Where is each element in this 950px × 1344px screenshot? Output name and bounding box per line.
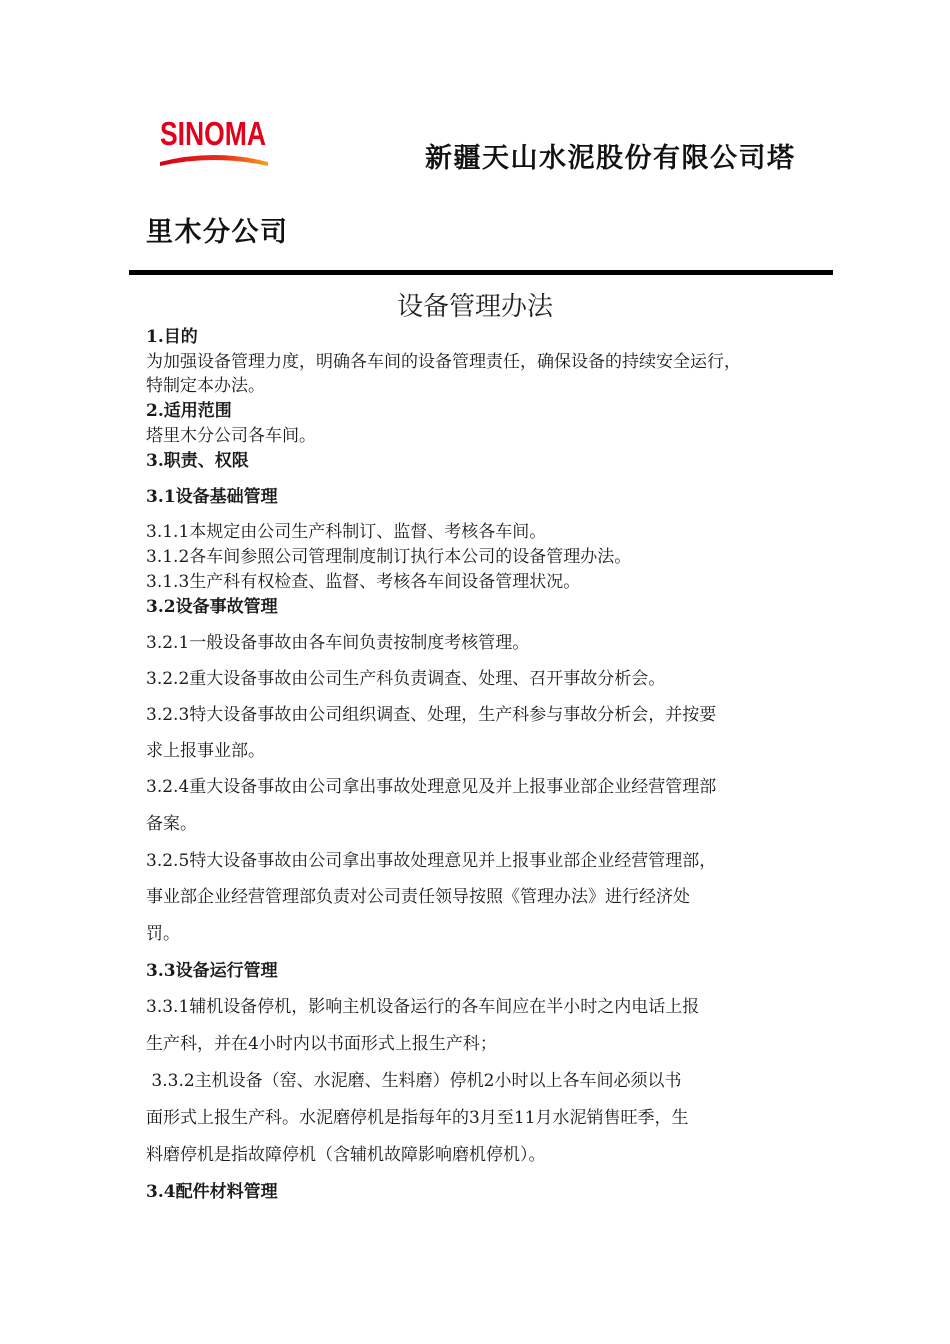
body-line: 特制定本办法。: [146, 376, 265, 396]
body-line: 3.2.4重大设备事故由公司拿出事故处理意见及并上报事业部企业经营管理部: [146, 777, 717, 797]
subsection-heading: 3.2设备事故管理: [146, 597, 278, 617]
section-heading: 2.适用范围: [146, 401, 232, 421]
body-line: 罚。: [146, 924, 180, 944]
company-name-line2: 里木分公司: [146, 217, 289, 248]
body-line: 3.2.1一般设备事故由各车间负责按制度考核管理。: [146, 633, 530, 653]
subsection-heading: 3.4配件材料管理: [146, 1182, 278, 1202]
subsection-heading: 3.1设备基础管理: [146, 487, 278, 507]
body-line: 3.2.2重大设备事故由公司生产科负责调查、处理、召开事故分析会。: [146, 669, 666, 689]
body-line: 3.2.5特大设备事故由公司拿出事故处理意见并上报事业部企业经营管理部，: [146, 851, 717, 871]
body-line: 3.2.3特大设备事故由公司组织调查、处理，生产科参与事故分析会，并按要: [146, 705, 717, 725]
body-line: 3.1.1本规定由公司生产科制订、监督、考核各车间。: [146, 522, 547, 542]
subsection-heading: 3.3设备运行管理: [146, 961, 278, 981]
svg-text:SINOMA: SINOMA: [160, 115, 266, 152]
company-name-line1: 新疆天山水泥股份有限公司塔: [425, 143, 796, 174]
body-line: 塔里木分公司各车间。: [146, 426, 316, 446]
body-line: 料磨停机是指故障停机（含辅机故障影响磨机停机）。: [146, 1145, 546, 1165]
logo-graphic: [158, 112, 270, 172]
body-line: 为加强设备管理力度，明确各车间的设备管理责任，确保设备的持续安全运行，: [146, 352, 741, 372]
body-line: 3.1.2各车间参照公司管理制度制订执行本公司的设备管理办法。: [146, 547, 632, 567]
document-title: 设备管理办法: [396, 292, 553, 322]
section-heading: 3.职责、权限: [146, 451, 249, 471]
body-line: 3.3.2主机设备（窑、水泥磨、生料磨）停机2小时以上各车间必须以书: [146, 1071, 682, 1091]
body-line: 面形式上报生产科。水泥磨停机是指每年的3月至11月水泥销售旺季，生: [146, 1108, 689, 1128]
header-divider: [129, 270, 833, 275]
sinoma-logo: [158, 112, 270, 172]
body-line: 事业部企业经营管理部负责对公司责任领导按照《管理办法》进行经济处: [146, 887, 690, 907]
section-heading: 1.目的: [146, 327, 198, 347]
body-line: 备案。: [146, 814, 197, 834]
body-line: 生产科，并在4小时内以书面形式上报生产科；: [146, 1034, 497, 1054]
body-line: 3.3.1辅机设备停机，影响主机设备运行的各车间应在半小时之内电话上报: [146, 997, 700, 1017]
body-line: 求上报事业部。: [146, 741, 265, 761]
body-line: 3.1.3生产科有权检查、监督、考核各车间设备管理状况。: [146, 572, 581, 592]
